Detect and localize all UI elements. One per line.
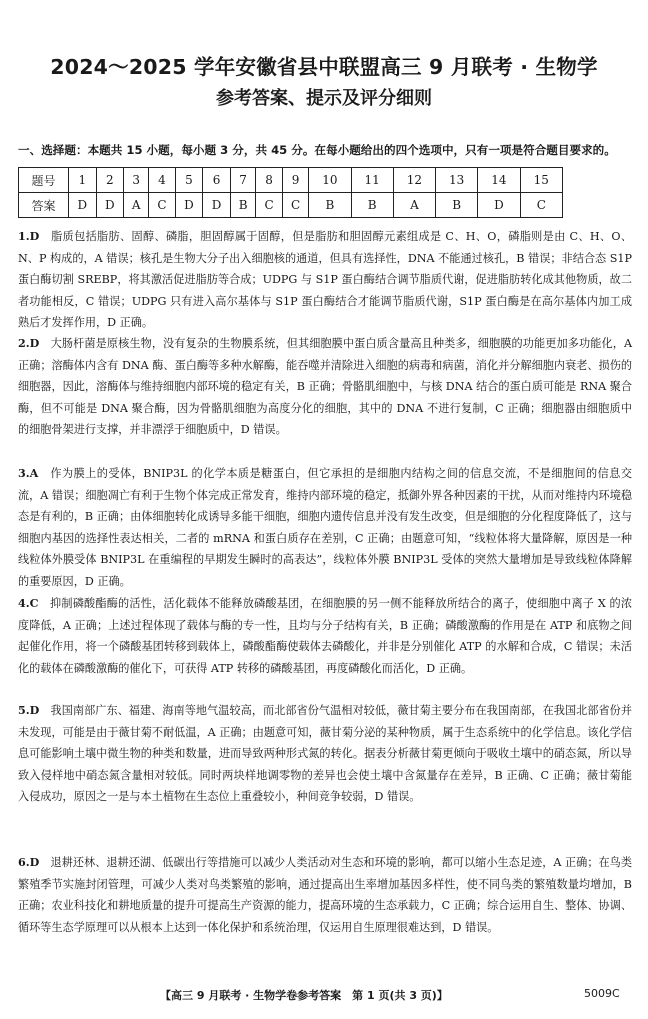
explanation-item xyxy=(18,593,632,679)
page-title: 2024～2025 学年安徽省县中联盟高三 9 月联考 · 生物学 xyxy=(50,55,598,79)
page-subtitle: 参考答案、提示及评分细则 xyxy=(216,88,432,109)
answer-cell: D xyxy=(69,193,97,218)
footer-page-label: 【高三 9 月联考 · 生物学卷参考答案 第 1 页(共 3 页)】 xyxy=(160,989,448,1002)
question-number-cell: 12 xyxy=(393,168,435,193)
answer-cell: B xyxy=(436,193,478,218)
item-number: 3.A xyxy=(18,467,39,480)
answer-cell: A xyxy=(393,193,435,218)
question-number-cell: 11 xyxy=(351,168,393,193)
question-number-cell: 1 xyxy=(69,168,97,193)
question-number-cell: 9 xyxy=(282,168,308,193)
answer-cell: D xyxy=(175,193,203,218)
answer-cell: C xyxy=(520,193,562,218)
item-text: 大肠杆菌是原核生物，没有复杂的生物膜系统，但其细胞膜中蛋白质含量高且种类多，细胞膜的功能更加多功能化，A 正确；溶酶体内含有 DNA 酶、蛋白酶等多种水解酶，能吞噬并清除进入细胞的病毒和病菌，消化并分解细胞内衰老、损伤的细胞器，因此，溶酶体与维持细胞内部环境的稳定有关，B 正确；骨骼肌细胞中，与核 DNA 结合的蛋白质可能是 RNA 聚合酶，但不可能是 DNA 聚合酶，因为骨骼肌细胞为高度分化的细胞，其中的 DNA 不进行复制，C 正确；细胞器由细胞质中的细胞骨架进行支撑，并非漂浮于细胞质中，D 错误。 xyxy=(18,337,632,436)
answer-cell: A xyxy=(124,193,149,218)
answer-cell: B xyxy=(351,193,393,218)
answer-cell: C xyxy=(149,193,175,218)
footer-code: 5009C xyxy=(584,987,620,1000)
item-number: 1.D xyxy=(18,230,40,243)
answer-cell: D xyxy=(96,193,124,218)
question-number-cell: 7 xyxy=(230,168,256,193)
question-number-cell: 14 xyxy=(478,168,520,193)
answer-cell: B xyxy=(309,193,351,218)
item-text: 我国南部广东、福建、海南等地气温较高，而北部省份气温相对较低，薇甘菊主要分布在我国南部，在我国北部省份并未发现，可能是由于薇甘菊不耐低温，A 正确；由题意可知，薇甘菊分泌的某种物质，属于生态系统中的化学信息。该化学信息可能影响土壤中微生物的种类和数量，进而导致两种形式氮的转化。据表分析薇甘菊更倾向于吸收土壤中的硝态氮，所以导致入侵样地中硝态氮含量相对较低。同时两块样地调零物的差异也会使土壤中含氮量存在差异，B 正确、C 正确；薇甘菊能入侵成功，原因之一是与本土植物在生态位上重叠较小，种间竞争较弱，D 错误。 xyxy=(18,704,633,803)
question-number-cell: 2 xyxy=(96,168,124,193)
answer-cell: C xyxy=(282,193,308,218)
explanation-item xyxy=(18,463,632,592)
question-number-cell: 8 xyxy=(256,168,282,193)
item-text: 脂质包括脂肪、固醇、磷脂，胆固醇属于固醇，但是脂肪和胆固醇元素组成是 C、H、O，磷脂则是由 C、H、O、N、P 构成的，A 错误；核孔是生物大分子出入细胞核的通道，但具有选择性，DNA 不能通过核孔，B 错误；非结合态 S1P 蛋白酶切割 SREBP，将其激活促进脂肪等合成；UDPG 与 S1P 蛋白酶结合调节脂质代谢，促进脂肪转化成其他物质，故二者功能相反，C 错误；UDPG 只有进入高尔基体与 S1P 蛋白酶结合才能调节脂质代谢，S1P 蛋白酶是在高尔基体内加工成熟后才发挥作用，D 正确。 xyxy=(18,230,633,329)
answer-table-row-numbers xyxy=(19,168,563,193)
item-number: 4.C xyxy=(18,597,39,610)
answer-cell: B xyxy=(230,193,256,218)
section-heading: 一、选择题：本题共 15 小题，每小题 3 分，共 45 分。在每小题给出的四个选项中，只有一项是符合题目要求的。 xyxy=(18,143,616,157)
answer-cell: C xyxy=(256,193,282,218)
answer-cell: D xyxy=(203,193,231,218)
answer-table-row-answers xyxy=(19,193,563,218)
explanation-item xyxy=(18,852,632,938)
item-text: 作为膜上的受体，BNIP3L 的化学本质是糖蛋白，但它承担的是细胞内结构之间的信息交流，不是细胞间的信息交流，A 错误；细胞凋亡有利于生物个体完成正常发育，维持内部环境的稳定，抵御外界各种因素的干扰，从而对维持内环境稳态是有利的，B 正确；由体细胞转化成诱导多能干细胞，细胞内遗传信息并没有发生改变，但是细胞的分化程度降低了，这与细胞内基因的选择性表达相关，二者的 mRNA 和蛋白质存在差别，C 正确；由题意可知，“线粒体将大量降解，原因是一种线粒体外膜受体 BNIP3L 在重编程的早期发生瞬时的高表达”，线粒体外膜 BNIP3L 受体的突然大量增加是导致线粒体降解的重要原因，D 正确。 xyxy=(18,467,633,588)
question-number-cell: 5 xyxy=(175,168,203,193)
item-number: 2.D xyxy=(18,337,40,350)
question-number-cell: 4 xyxy=(149,168,175,193)
row-label-answers: 答案 xyxy=(19,193,69,218)
item-text: 退耕还林、退耕还湖、低碳出行等措施可以减少人类活动对生态和环境的影响，都可以缩小生态足迹，A 正确；在鸟类繁殖季节实施封闭管理，可减少人类对鸟类繁殖的影响，通过提高出生率增加基因多样性，使不同鸟类的繁殖数量均增加，B 正确；农业科技化和耕地质量的提升可提高生产资源的能力，提高环境的生态承载力，C 正确；综合运用自生、整体、协调、循环等生态学原理可以从根本上达到一体化保护和系统治理，仅运用自生原理很难达到，D 错误。 xyxy=(18,856,633,934)
question-number-cell: 13 xyxy=(436,168,478,193)
item-number: 5.D xyxy=(18,704,40,717)
question-number-cell: 3 xyxy=(124,168,149,193)
explanation-item xyxy=(18,333,632,441)
explanation-item xyxy=(18,700,632,808)
question-number-cell: 6 xyxy=(203,168,231,193)
item-text: 抑制磷酸酯酶的活性，活化载体不能释放磷酸基团，在细胞膜的另一侧不能释放所结合的离子，使细胞中离子 X 的浓度降低，A 正确；上述过程体现了载体与酶的专一性，且均与分子结构有关，B 正确；磷酸激酶的作用是在 ATP 和底物之间起催化作用，将一个磷酸基团转移到载体上，磷酸酯酶使载体去磷酸化，并非是分别催化 ATP 的水解和合成，C 错误；未活化的载体在磷酸激酶的催化下，可获得 ATP 转移的磷酸基团，再度磷酸化而活化，D 正确。 xyxy=(18,597,632,675)
answer-table xyxy=(18,167,563,218)
item-number: 6.D xyxy=(18,856,40,869)
answer-cell: D xyxy=(478,193,520,218)
explanation-item xyxy=(18,226,632,334)
question-number-cell: 10 xyxy=(309,168,351,193)
row-label-numbers: 题号 xyxy=(19,168,69,193)
question-number-cell: 15 xyxy=(520,168,562,193)
